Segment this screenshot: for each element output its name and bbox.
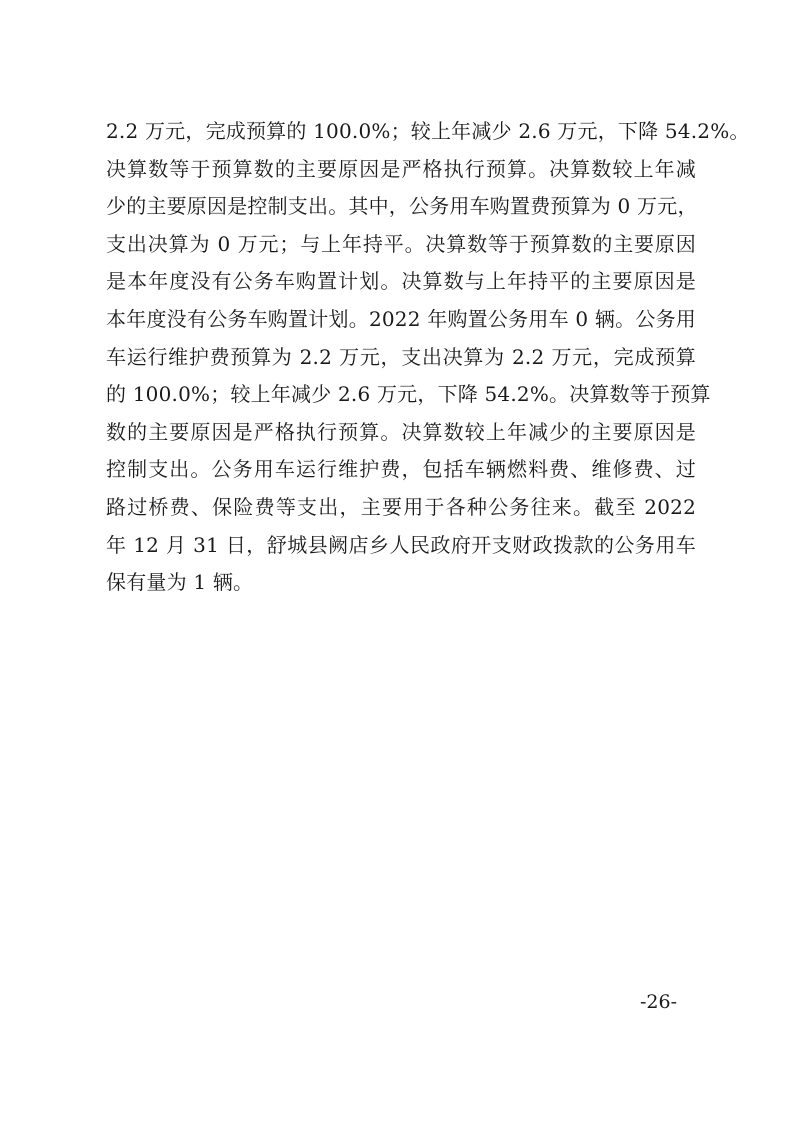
text-line: 少的主要原因是控制支出。其中，公务用车购置费预算为 0 万元， xyxy=(106,194,698,219)
text-line: 支出决算为 0 万元；与上年持平。决算数等于预算数的主要原因 xyxy=(106,231,696,256)
text-line: 是本年度没有公务车购置计划。决算数与上年持平的主要原因是 xyxy=(106,269,696,294)
text-line: 的 100.0%；较上年减少 2.6 万元，下降 54.2%。决算数等于预算 xyxy=(106,382,711,407)
page-number: -26- xyxy=(640,991,678,1013)
text-line: 控制支出。公务用车运行维护费，包括车辆燃料费、维修费、过 xyxy=(106,457,696,482)
text-line: 年 12 月 31 日，舒城县阙店乡人民政府开支财政拨款的公务用车 xyxy=(106,532,696,557)
text-line: 保有量为 1 辆。 xyxy=(106,570,254,595)
text-line: 数的主要原因是严格执行预算。决算数较上年减少的主要原因是 xyxy=(106,419,696,444)
text-line: 车运行维护费预算为 2.2 万元，支出决算为 2.2 万元，完成预算 xyxy=(106,344,696,369)
text-line: 路过桥费、保险费等支出，主要用于各种公务往来。截至 2022 xyxy=(106,494,696,519)
body-paragraph xyxy=(106,113,750,602)
text-line: 决算数等于预算数的主要原因是严格执行预算。决算数较上年减 xyxy=(106,156,696,181)
text-line: 2.2 万元，完成预算的 100.0%；较上年减少 2.6 万元，下降 54.2%。 xyxy=(106,119,750,143)
text-line: 本年度没有公务车购置计划。2022 年购置公务用车 0 辆。公务用 xyxy=(106,306,696,331)
